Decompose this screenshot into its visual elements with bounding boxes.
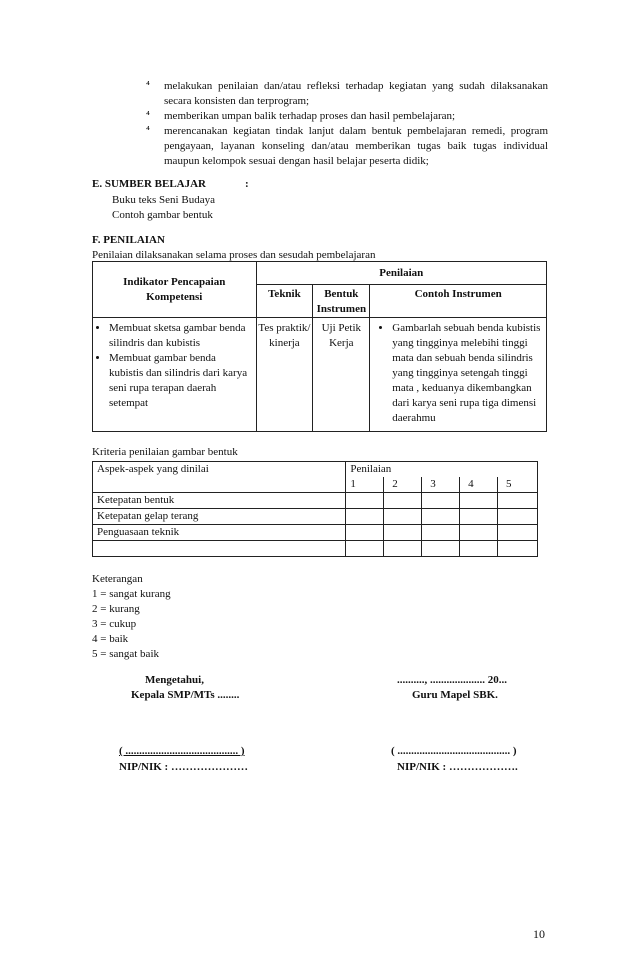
aspect-header: Aspek-aspek yang dinilai — [93, 462, 346, 493]
legend-item-4: 4 = baik — [92, 633, 129, 645]
intro-bullet-2: memberikan umpan balik terhadap proses dan hasil pembelajaran; — [164, 110, 456, 122]
section-f-subtitle: Penilaian dilaksanakan selama proses dan sesudah pembelajaran — [92, 249, 376, 261]
sign-left-title: Mengetahui, — [145, 674, 204, 686]
score-col-5: 5 — [498, 477, 538, 493]
sign-right-date: .........., .................... 20... — [397, 674, 507, 686]
legend-item-2: 2 = kurang — [92, 603, 140, 615]
section-f-heading: F. PENILAIAN — [92, 234, 165, 246]
header-penilaian: Penilaian — [256, 262, 547, 285]
aspect-row-label — [93, 541, 346, 557]
bullet-marker-icon: ⁴ — [146, 109, 150, 121]
assessment-table — [92, 261, 547, 432]
sign-left-role: Kepala SMP/MTs ........ — [131, 689, 240, 701]
header-indicator: Indikator Pencapaian Kompetensi — [93, 262, 257, 318]
legend-title: Keterangan — [92, 573, 143, 585]
bullet-marker-icon: ⁴ — [146, 79, 150, 91]
section-e-heading: E. SUMBER BELAJAR — [92, 178, 206, 190]
sign-right-name: ( ......................................... ) — [391, 745, 517, 757]
source-item-1: Buku teks Seni Budaya — [112, 194, 215, 206]
indicator-item: • Membuat gambar benda kubistis dan silindris dari karya seni rupa terapan daerah setempat — [109, 351, 252, 411]
criteria-table — [92, 461, 538, 557]
criteria-title: Kriteria penilaian gambar bentuk — [92, 446, 238, 458]
header-contoh: Contoh Instrumen — [370, 285, 547, 318]
legend-item-1: 1 = sangat kurang — [92, 588, 171, 600]
indicator-cell — [93, 318, 257, 432]
score-col-3: 3 — [422, 477, 460, 493]
score-col-1: 1 — [346, 477, 384, 493]
intro-bullet-3: merencanakan kegiatan tindak lanjut dalam bentuk pembelajaran remedi, program pengayaan, layanan konseling dan/atau memberikan tugas baik tugas individual maupun kelompok sesuai dengan hasil belajar peserta didik; — [164, 125, 548, 167]
header-teknik: Teknik — [256, 285, 313, 318]
bentuk-value: Uji Petik Kerja — [313, 318, 370, 432]
header-bentuk: Bentuk Instrumen — [313, 285, 370, 318]
sign-left-nip: NIP/NIK : ………………… — [119, 761, 248, 773]
aspect-row-label: Ketepatan bentuk — [93, 493, 346, 509]
score-col-2: 2 — [384, 477, 422, 493]
bullet-marker-icon: ⁴ — [146, 124, 150, 136]
page-number: 10 — [533, 927, 545, 941]
contoh-item: • Gambarlah sebuah benda kubistis yang tingginya melebihi tinggi mata dan sebuah benda silindris yang tingginya setengah tinggi mata , keduanya dikembangkan dari karya seni rupa tiga dimensi daerahmu — [392, 321, 542, 426]
source-item-2: Contoh gambar bentuk — [112, 209, 213, 221]
contoh-cell — [370, 318, 547, 432]
teknik-value: Tes praktik/ kinerja — [256, 318, 313, 432]
section-e-colon: : — [245, 178, 249, 190]
aspect-row-label: Penguasaan teknik — [93, 525, 346, 541]
legend-item-3: 3 = cukup — [92, 618, 137, 630]
sign-right-nip: NIP/NIK : ………………. — [397, 761, 518, 773]
indicator-list — [97, 321, 252, 411]
aspect-row-label: Ketepatan gelap terang — [93, 509, 346, 525]
sign-left-name: ( ......................................... ) — [119, 745, 245, 757]
contoh-list — [374, 321, 542, 426]
score-col-4: 4 — [460, 477, 498, 493]
sign-right-role: Guru Mapel SBK. — [412, 689, 498, 701]
legend-item-5: 5 = sangat baik — [92, 648, 159, 660]
indicator-item: • Membuat sketsa gambar benda silindris dan kubistis — [109, 321, 252, 351]
score-header: Penilaian — [346, 462, 538, 478]
intro-bullet-1: melakukan penilaian dan/atau refleksi terhadap kegiatan yang sudah dilaksanakan secara konsisten dan terprogram; — [164, 80, 548, 107]
